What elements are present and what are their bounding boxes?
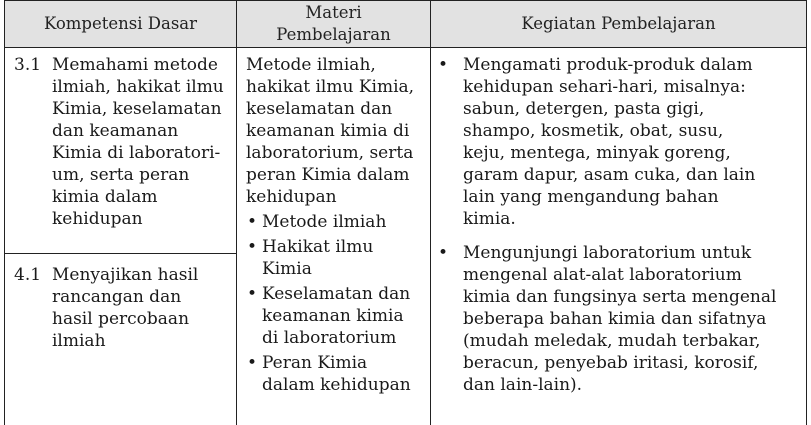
kd-line: rancangan dan <box>52 287 182 307</box>
header-kegiatan-label: Kegiatan Pembelajaran <box>521 14 716 33</box>
table-border-left <box>4 0 5 425</box>
materi-bullet-line: • Hakikat ilmu <box>262 237 374 257</box>
header-materi-pembelajaran <box>237 1 430 47</box>
kd-line: um, serta peran <box>52 165 190 185</box>
kd-item-3-1 <box>14 54 234 230</box>
materi-bullet-line: • Metode ilmiah <box>262 212 387 232</box>
materi-bullet-list <box>246 211 430 396</box>
materi-line: peran Kimia dalam <box>246 165 410 185</box>
header-materi-line2: Pembelajaran <box>276 25 391 44</box>
header-divider <box>4 47 807 48</box>
kd-line: kehidupan <box>52 209 143 229</box>
materi-line: hakikat ilmu Kimia, <box>246 77 415 97</box>
header-materi-line1: Materi <box>305 3 362 22</box>
kegiatan-line: keju, mentega, minyak goreng, <box>463 143 731 163</box>
materi-bullet-item <box>246 283 430 349</box>
kd-line: Kimia, keselamatan <box>52 99 222 119</box>
kd-line: ilmiah <box>52 331 106 351</box>
materi-intro <box>246 54 430 208</box>
materi-cell <box>246 54 430 396</box>
kegiatan-line: dan lain-lain). <box>463 375 583 395</box>
kegiatan-cell <box>431 54 806 396</box>
materi-bullet-line: di laboratorium <box>262 328 397 348</box>
materi-bullet-item <box>246 236 430 280</box>
materi-bullet-line: Kimia <box>262 259 312 279</box>
row-divider-kd <box>4 253 236 254</box>
kd-number: 3.1 <box>14 55 42 75</box>
kegiatan-line: kimia dan fungsinya serta mengenal <box>463 287 777 307</box>
kegiatan-line: garam dapur, asam cuka, dan lain <box>463 165 756 185</box>
kd-line: hasil percobaan <box>52 309 190 329</box>
kegiatan-line: (mudah meledak, mudah terbakar, <box>463 331 761 351</box>
kegiatan-line: shampo, kosmetik, obat, susu, <box>463 121 724 141</box>
materi-line: kehidupan <box>246 187 337 207</box>
kd-line: Kimia di laboratori- <box>52 143 221 163</box>
kd-description <box>52 264 234 352</box>
materi-bullet-line: • Keselamatan dan <box>262 284 411 304</box>
header-kompetensi-dasar <box>5 1 236 47</box>
kegiatan-bullet-item <box>431 242 806 396</box>
kd-line: dan keamanan <box>52 121 179 141</box>
kd-item-4-1 <box>14 264 234 352</box>
materi-bullet-line: keamanan kimia <box>262 306 404 326</box>
kegiatan-line: beracun, penyebab iritasi, korosif, <box>463 353 759 373</box>
header-kompetensi-dasar-label: Kompetensi Dasar <box>43 14 198 33</box>
kegiatan-line: mengenal alat-alat laboratorium <box>463 265 742 285</box>
kegiatan-line: • Mengunjungi laboratorium untuk <box>463 243 752 263</box>
kegiatan-line: kimia. <box>463 209 516 229</box>
table-border-right <box>806 0 807 425</box>
kegiatan-line: lain yang mengandung bahan <box>463 187 719 207</box>
kegiatan-line: sabun, detergen, pasta gigi, <box>463 99 705 119</box>
materi-bullet-item <box>246 211 430 233</box>
kd-line: kimia dalam <box>52 187 158 207</box>
materi-bullet-line: • Peran Kimia <box>262 353 368 373</box>
kegiatan-line: beberapa bahan kimia dan sifatnya <box>463 309 767 329</box>
materi-line: keselamatan dan <box>246 99 393 119</box>
materi-line: Metode ilmiah, <box>246 55 376 75</box>
kd-number: 4.1 <box>14 265 42 285</box>
kegiatan-line: kehidupan sehari-hari, misalnya: <box>463 77 746 97</box>
kegiatan-line: • Mengamati produk-produk dalam <box>463 55 753 75</box>
materi-bullet-item <box>246 352 430 396</box>
materi-bullet-line: dalam kehidupan <box>262 375 411 395</box>
column-divider-1 <box>236 0 237 425</box>
header-kegiatan-pembelajaran <box>431 1 806 47</box>
kegiatan-bullet-list <box>431 54 806 396</box>
materi-line: laboratorium, serta <box>246 143 414 163</box>
kd-description <box>52 54 234 230</box>
syllabus-table <box>4 0 807 425</box>
kd-line: Menyajikan hasil <box>52 265 199 285</box>
kegiatan-bullet-item <box>431 54 806 230</box>
materi-line: keamanan kimia di <box>246 121 410 141</box>
kd-line: Memahami metode <box>52 55 218 75</box>
kd-line: ilmiah, hakikat ilmu <box>52 77 224 97</box>
